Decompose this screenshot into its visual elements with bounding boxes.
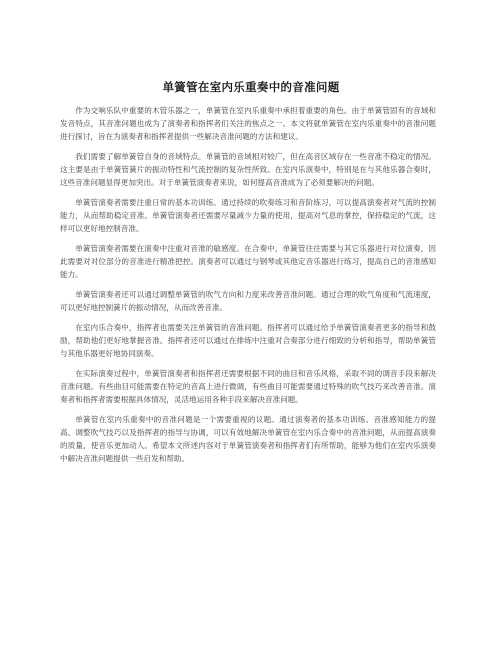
paragraph-4: 单簧管演奏者需要在演奏中注重对音准的敏感度。在合奏中，单簧管往往需要与其它乐器进行对位演奏，因此需要对对位部分的音准进行精准把控。演奏者可以通过与钢琴或其他定音乐器进行练习，提高自己的音准感知能力。	[60, 244, 436, 279]
paragraph-5: 单簧管演奏者还可以通过调整单簧管的吹气方向和力度来改善音准问题。通过合理的吹气角度和气流速度，可以更好地控制簧片的振动情况，从而改善音准。	[60, 290, 436, 312]
paragraph-8: 单簧管在室内乐重奏中的音准问题是一个需要重视的议题。通过演奏者的基本功训练、音准感知能力的提高、调整吹气技巧以及指挥者的指导与协调，可以有效地解决单簧管在室内乐合奏中的音准问题，从而提高演奏的质量，使音乐更加动人。希望本文所述内容对于单簧管演奏者和指挥者们有所帮助，能够为他们在室内乐演奏中解决音准问题提供一些启发和帮助。	[60, 415, 436, 463]
document-body	[60, 104, 436, 472]
paragraph-1: 作为交响乐队中重要的木管乐器之一，单簧管在室内乐重奏中承担着重要的角色。由于单簧管固有的音域和发音特点，其音准问题也成为了演奏者和指挥者们关注的焦点之一。本文将就单簧管在室内乐重奏中的音准问题进行探讨，旨在为演奏者和指挥者提供一些解决音准问题的方法和建议。	[60, 106, 436, 141]
paragraph-6: 在室内乐合奏中，指挥者也需要关注单簧管的音准问题。指挥者可以通过给予单簧管演奏者更多的指导和鼓励，帮助他们更好地掌握音准。指挥者还可以通过在排练中注重对合奏部分进行细致的分析和指导，帮助单簧管与其他乐器更好地协同演奏。	[60, 323, 436, 358]
paragraph-2: 我们需要了解单簧管自身的音域特点。单簧管的音域相对较广，但在高音区域存在一些音准不稳定的情况。这主要是由于单簧管簧片的振动特性和气流控制的复杂性所致。在室内乐演奏中，特别是在与其他乐器合奏时，这些音准问题显得更加突出。对于单簧管演奏者来说，如何提高音准成为了必须要解决的问题。	[60, 152, 436, 187]
paragraph-3: 单簧管演奏者需要注重日常的基本功训练。通过持续的吹奏练习和音阶练习，可以提高演奏者对气流的控制能力，从而帮助稳定音准。单簧管演奏者还需要尽量减少力量的使用，提高对气息的掌控，保持稳定的气流，这样可以更好地控制音准。	[60, 198, 436, 233]
document-title: 单簧管在室内乐重奏中的音准问题	[162, 80, 340, 94]
paragraph-7: 在实际演奏过程中，单簧管演奏者和指挥者还需要根据不同的曲目和音乐风格，采取不同的调音手段来解决音准问题。有些曲目可能需要在特定的音高上进行微调，有些曲目可能需要通过特殊的吹气技巧来改善音准。演奏者和指挥者需要根据具体情况，灵活地运用各种手段来解决音准问题。	[60, 369, 436, 404]
